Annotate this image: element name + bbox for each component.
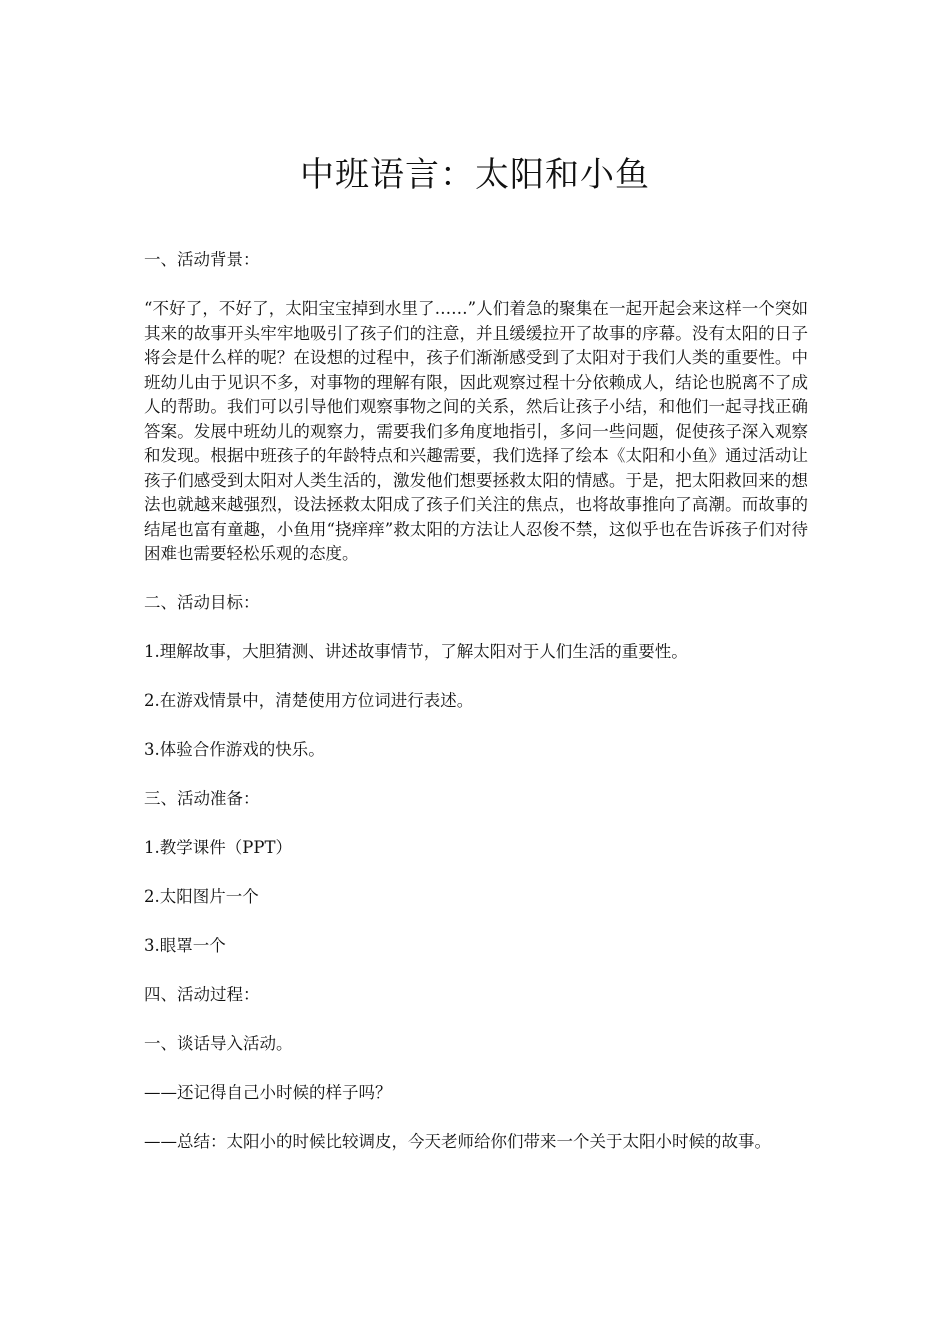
process-step: 一、谈话导入活动。 — [144, 1034, 293, 1053]
section-heading-process: 四、活动过程： — [144, 985, 260, 1004]
document-body — [144, 248, 808, 1179]
process-summary: ——总结：太阳小的时候比较调皮，今天老师给你们带来一个关于太阳小时候的故事。 — [144, 1132, 771, 1151]
section-heading-background: 一、活动背景： — [144, 250, 260, 269]
preparation-item: 1.教学课件（PPT） — [144, 838, 292, 857]
goal-item: 2.在游戏情景中，清楚使用方位词进行表述。 — [144, 691, 474, 710]
background-paragraph: “不好了，不好了，太阳宝宝掉到水里了……”人们着急的聚集在一起开起会来这样一个突如其来的故事开头牢牢地吸引了孩子们的注意，并且缓缓拉开了故事的序幕。没有太阳的日子将会是什么样的呢？在设想的过程中，孩子们渐渐感受到了太阳对于我们人类的重要性。中班幼儿由于见识不多，对事物的理解有限，因此观察过程十分依赖成人，结论也脱离不了成人的帮助。我们可以引导他们观察事物之间的关系，然后让孩子小结，和他们一起寻找正确答案。发展中班幼儿的观察力，需要我们多角度地指引，多问一些问题，促使孩子深入观察和发现。根据中班孩子的年龄特点和兴趣需要，我们选择了绘本《太阳和小鱼》通过活动让孩子们感受到太阳对人类生活的，激发他们想要拯救太阳的情感。于是，把太阳救回来的想法也就越来越强烈，设法拯救太阳成了孩子们关注的焦点，也将故事推向了高潮。而故事的结尾也富有童趣，小鱼用“挠痒痒”救太阳的方法让人忍俊不禁，这似乎也在告诉孩子们对待困难也需要轻松乐观的态度。 — [144, 299, 808, 563]
preparation-item: 3.眼罩一个 — [144, 936, 226, 955]
section-heading-goals: 二、活动目标： — [144, 593, 260, 612]
section-heading-preparation: 三、活动准备： — [144, 789, 260, 808]
goal-item: 3.体验合作游戏的快乐。 — [144, 740, 325, 759]
document-title: 中班语言：太阳和小鱼 — [300, 155, 650, 195]
goal-item: 1.理解故事，大胆猜测、讲述故事情节，了解太阳对于人们生活的重要性。 — [144, 642, 688, 661]
preparation-item: 2.太阳图片一个 — [144, 887, 259, 906]
process-question: ——还记得自己小时候的样子吗？ — [144, 1083, 392, 1102]
